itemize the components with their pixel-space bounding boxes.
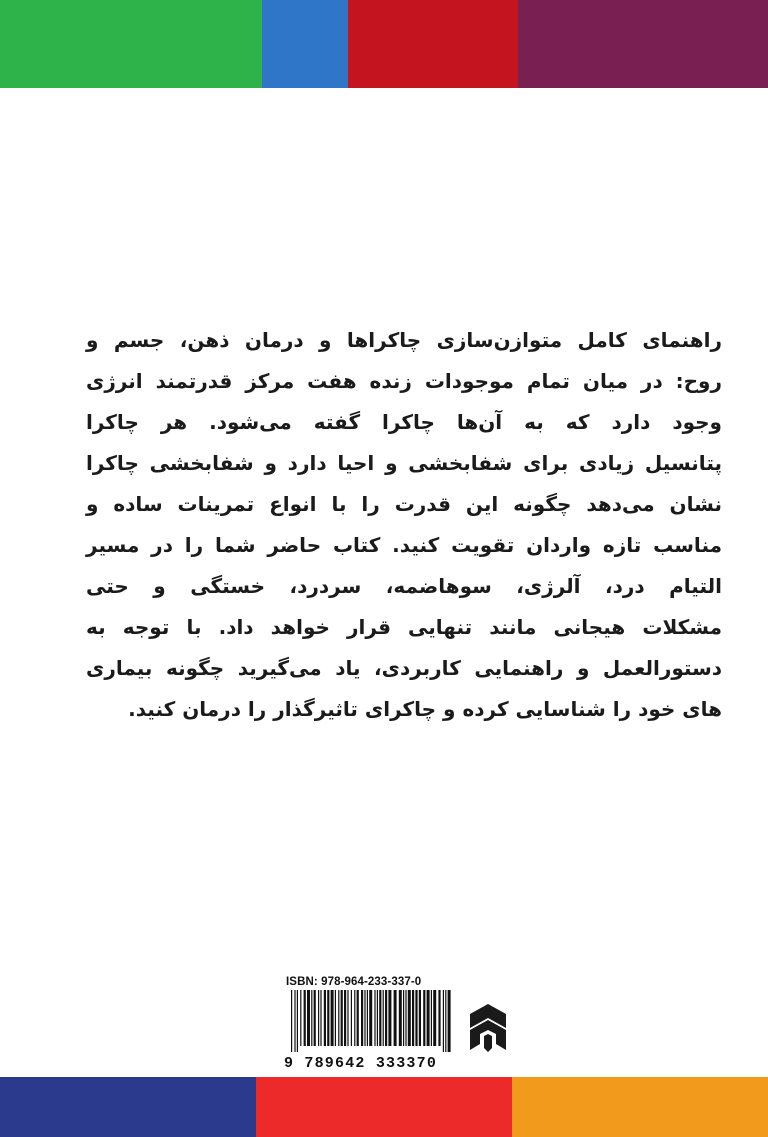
top-band-purple — [518, 0, 768, 88]
blurb-line: نشان می‌دهد چگونه این قدرت را با انواع تمرینات ساده و — [86, 492, 722, 516]
top-color-band — [0, 0, 768, 88]
top-band-red — [348, 0, 518, 88]
blurb-line: راهنمای کامل متوازن‌سازی چاکراها و درمان ذهن، جسم و — [86, 328, 722, 352]
top-band-green — [0, 0, 262, 88]
bottom-band-orange — [512, 1077, 768, 1137]
barcode-digits: 9 789642 333370 — [284, 1055, 438, 1072]
bottom-color-band — [0, 1077, 768, 1137]
publisher-logo-icon — [468, 1002, 508, 1054]
blurb-line: التیام درد، آلرژی، سوهاضمه، سردرد، خستگی و حتی — [86, 574, 722, 598]
blurb-line: دستورالعمل و راهنمایی کاربردی، یاد می‌گیرید چگونه بیماری — [86, 656, 722, 680]
blurb-line: مناسب تازه واردان تقویت کنید. کتاب حاضر شما را در مسیر — [86, 533, 722, 557]
isbn-label: ISBN: 978-964-233-337-0 — [286, 976, 422, 988]
blurb-line: روح: در میان تمام موجودات زنده هفت مرکز قدرتمند انرژی — [86, 369, 722, 393]
blurb-line: وجود دارد که به آن‌ها چاکرا گفته می‌شود. هر چاکرا — [86, 410, 722, 434]
top-band-blue — [262, 0, 348, 88]
bottom-band-blue — [0, 1077, 256, 1137]
blurb-line: مشکلات هیجانی مانند تنهایی قرار خواهد داد. با توجه به — [86, 615, 722, 639]
bottom-band-red — [256, 1077, 512, 1137]
back-cover-blurb — [86, 320, 722, 730]
blurb-line: های خود را شناسایی کرده و چاکرای تاثیرگذار را درمان کنید. — [128, 697, 722, 721]
barcode-icon — [283, 990, 455, 1052]
blurb-line: پتانسیل زیادی برای شفابخشی و احیا دارد و شفابخشی چاکرا — [86, 451, 722, 475]
